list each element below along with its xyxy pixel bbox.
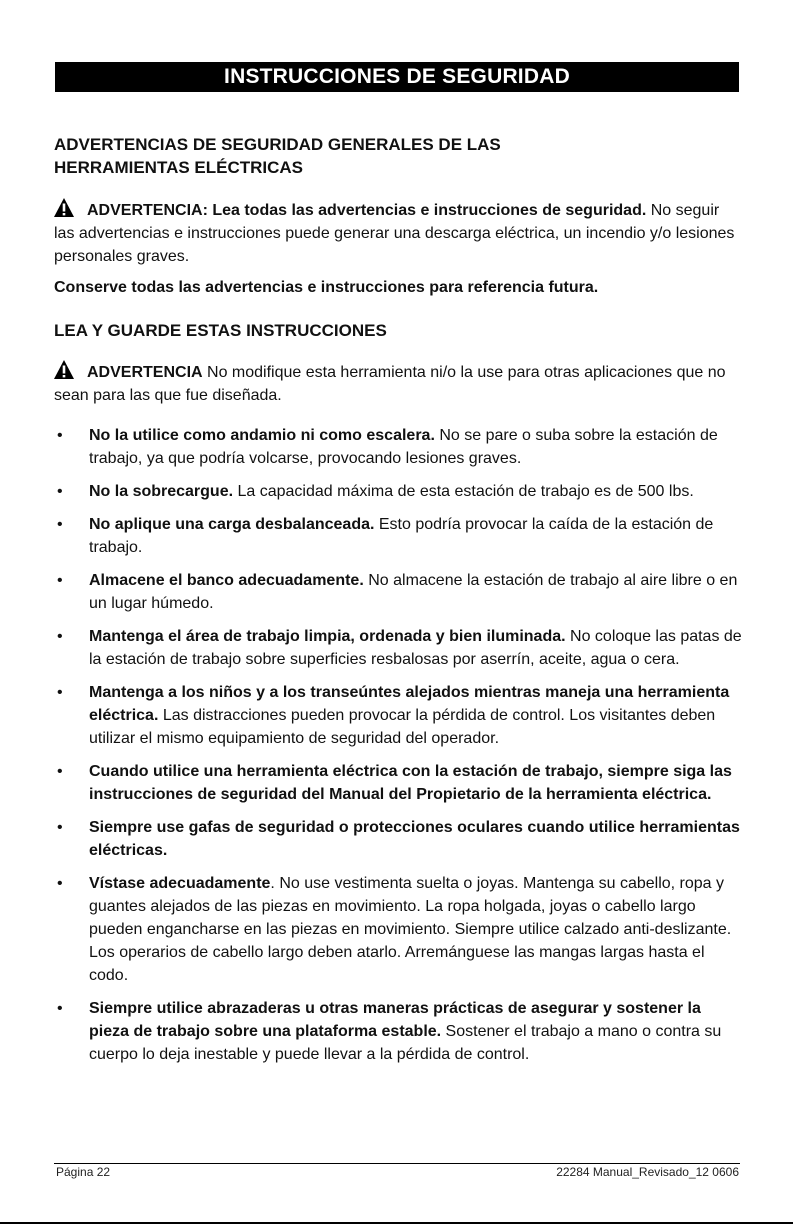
section-banner: INSTRUCCIONES DE SEGURIDAD — [55, 62, 739, 92]
warning-paragraph-1 — [54, 196, 742, 268]
general-warnings-heading-line1: ADVERTENCIAS DE SEGURIDAD GENERALES DE LAS — [54, 135, 501, 154]
warning-1-bold: ADVERTENCIA: Lea todas las advertencias e instrucciones de seguridad. — [87, 202, 647, 219]
safety-bullet-list — [54, 424, 742, 1066]
list-item: • Cuando utilice una herramienta eléctrica con la estación de trabajo, siempre siga las instrucciones de seguridad del Manual del Propietario de la herramienta eléctrica. — [54, 760, 742, 806]
warning-2-text: No modifique esta herramienta ni/o la use para otras aplicaciones que no sean para las que fue diseñada. — [54, 364, 726, 404]
list-item: • No aplique una carga desbalanceada. Esto podría provocar la caída de la estación de trabajo. — [54, 513, 742, 559]
footer-divider — [54, 1163, 740, 1164]
list-item: • Vístase adecuadamente. No use vestimenta suelta o joyas. Mantenga su cabello, ropa y guantes alejados de las piezas en movimiento. La ropa holgada, joyas o cabello largo pueden engancharse en las piezas en movimiento. Siempre utilice calzado anti-deslizante. Los operarios de cabello largo deben atarlo. Arremánguese las mangas largas hasta el codo. — [54, 872, 742, 987]
general-warnings-heading-line2: HERRAMIENTAS ELÉCTRICAS — [54, 158, 304, 177]
page-bottom-edge — [0, 1222, 793, 1224]
warning-triangle-icon — [54, 358, 87, 380]
page-number: Página 22 — [56, 1165, 111, 1179]
warning-1-text: No seguir las advertencias e instrucciones puede generar una descarga eléctrica, un incendio y/o lesiones personales graves. — [54, 202, 735, 265]
document-id: 22284 Manual_Revisado_12 0606 — [556, 1165, 739, 1179]
list-item: • Almacene el banco adecuadamente. No almacene la estación de trabajo al aire libre o en un lugar húmedo. — [54, 569, 742, 615]
warning-triangle-icon — [54, 196, 87, 218]
list-item: • Siempre use gafas de seguridad o protecciones oculares cuando utilice herramientas eléctricas. — [54, 816, 742, 862]
conserve-instructions: Conserve todas las advertencias e instrucciones para referencia futura. — [54, 279, 599, 296]
warning-paragraph-2 — [54, 358, 742, 407]
list-item: • No la sobrecargue. La capacidad máxima de esta estación de trabajo es de 500 lbs. — [54, 480, 742, 503]
read-and-save-heading: LEA Y GUARDE ESTAS INSTRUCCIONES — [54, 321, 387, 340]
page-content — [54, 133, 742, 1066]
list-item: • Mantenga a los niños y a los transeúntes alejados mientras maneja una herramienta eléctrica. Las distracciones pueden provocar la pérdida de control. Los visitantes deben utilizar el mismo equipamiento de seguridad del operador. — [54, 681, 742, 750]
warning-2-bold: ADVERTENCIA — [87, 364, 203, 381]
list-item: • Mantenga el área de trabajo limpia, ordenada y bien iluminada. No coloque las patas de la estación de trabajo sobre superficies resbalosas por aserrín, aceite, agua o cera. — [54, 625, 742, 671]
list-item: • Siempre utilice abrazaderas u otras maneras prácticas de asegurar y sostener la pieza de trabajo sobre una plataforma estable. Sostener el trabajo a mano o contra su cuerpo lo deja inestable y puede llevar a la pérdida de control. — [54, 997, 742, 1066]
list-item: • No la utilice como andamio ni como escalera. No se pare o suba sobre la estación de trabajo, ya que podría volcarse, provocando lesiones graves. — [54, 424, 742, 470]
